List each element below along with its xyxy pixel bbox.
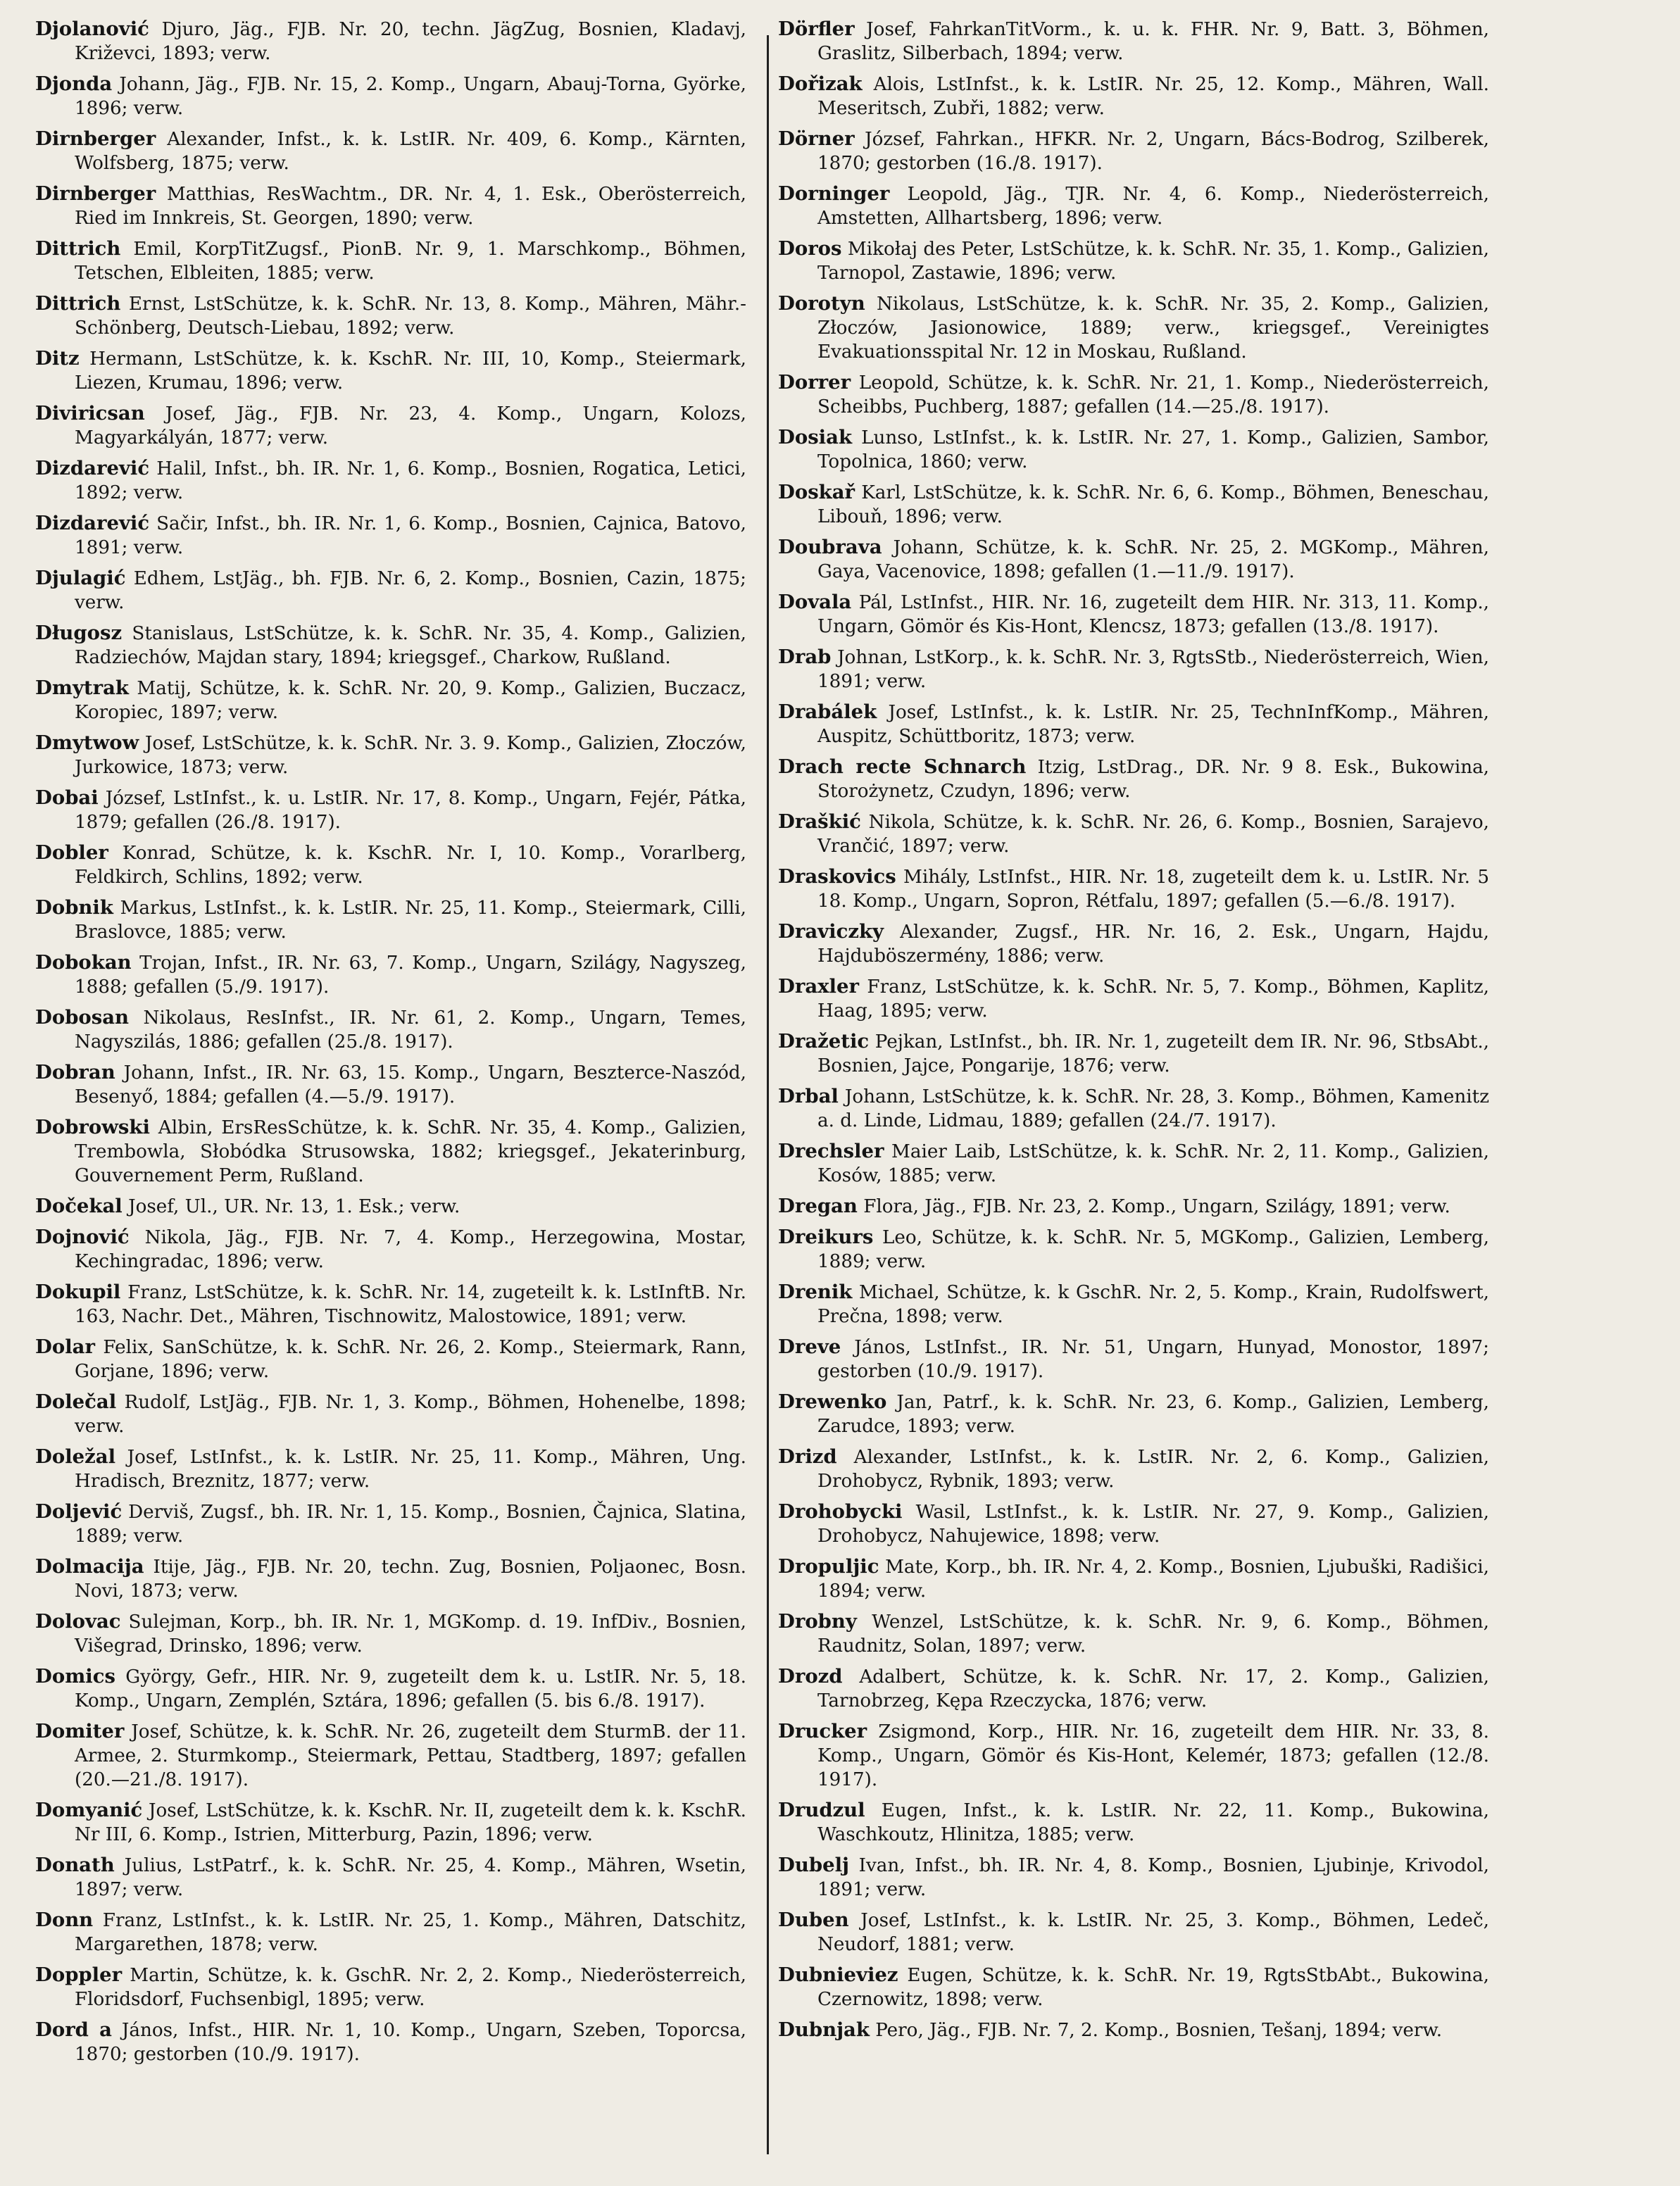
entry-surname: Djolanović [35,18,149,40]
entry-details: Maier Laib, LstSchütze, k. k. SchR. Nr. 2, 11. Komp., Galizien, Kosów, 1885; verw. [817,1141,1489,1187]
list-entry [35,1335,746,1383]
list-entry [778,1963,1489,2011]
entry-surname: Dobosan [35,1006,130,1029]
entry-details: Karl, LstSchütze, k. k. SchR. Nr. 6, 6. Komp., Böhmen, Beneschau, Libouň, 1896; verw. [817,482,1489,528]
list-entry [778,1853,1489,1902]
entry-details: Pero, Jäg., FJB. Nr. 7, 2. Komp., Bosnien, Tešanj, 1894; verw. [869,2020,1443,2042]
entry-surname: Dobran [35,1061,115,1083]
entry-surname: Doros [778,237,842,260]
list-entry [35,1115,746,1188]
list-entry [35,1719,746,1792]
list-entry [35,1963,746,2011]
entry-surname: Długosz [35,622,123,644]
entry-details: Johann, Infst., IR. Nr. 63, 15. Komp., Ungarn, Beszterce-Naszód, Besenyő, 1884; gefallen (4.—5./9. 1917). [75,1062,746,1108]
list-entry [35,237,746,285]
entry-details: Alexander, Infst., k. k. LstIR. Nr. 409, 6. Komp., Kärnten, Wolfsberg, 1875; verw. [75,129,746,175]
entry-surname: Dmytwow [35,731,139,754]
entry-surname: Draxler [778,975,859,998]
entry-surname: Dubnieviez [778,1964,898,1987]
list-entry [778,700,1489,748]
entry-details: Emil, KorpTitZugsf., PionB. Nr. 9, 1. Marschkomp., Böhmen, Tetschen, Elbleiten, 1885; verw. [75,239,746,284]
list-entry [778,1029,1489,1078]
entry-surname: Dreve [778,1336,841,1358]
entry-surname: Dubnjak [778,2018,870,2042]
entry-details: Nikolaus, ResInfst., IR. Nr. 61, 2. Komp., Ungarn, Temes, Nagyszilás, 1886; gefallen (25./8. 1917). [75,1007,746,1053]
list-entry [778,182,1489,230]
entry-details: Sulejman, Korp., bh. IR. Nr. 1, MGKomp. d. 19. InfDiv., Bosnien, Višegrad, Drinsko, 1896; verw. [75,1612,746,1657]
entry-details: Flora, Jäg., FJB. Nr. 23, 2. Komp., Ungarn, Szilágy, 1891; verw. [857,1196,1450,1218]
list-entry [778,72,1489,120]
list-entry [778,974,1489,1023]
entry-details: Sačir, Infst., bh. IR. Nr. 1, 6. Komp., Bosnien, Cajnica, Batovo, 1891; verw. [75,513,746,559]
list-entry [778,1194,1489,1219]
list-entry [35,511,746,560]
entry-surname: Dobler [35,841,108,864]
entry-details: Rudolf, LstJäg., FJB. Nr. 1, 3. Komp., Böhmen, Hohenelbe, 1898; verw. [75,1392,746,1438]
entry-details: Mikołaj des Peter, LstSchütze, k. k. SchR. Nr. 35, 1. Komp., Galizien, Tarnopol, Zastawie, 1896; verw. [817,239,1489,284]
entry-details: Matthias, ResWachtm., DR. Nr. 4, 1. Esk., Oberösterreich, Ried im Innkreis, St. Georgen, 1890; verw. [75,184,746,230]
entry-surname: Dmytrak [35,677,129,699]
entry-surname: Drohobycki [778,1500,903,1523]
list-entry [35,1798,746,1847]
entry-surname: Ditz [35,347,80,370]
list-entry [35,1445,746,1493]
list-entry [35,1908,746,1956]
list-entry [778,1280,1489,1328]
entry-details: Pejkan, LstInfst., bh. IR. Nr. 1, zugeteilt dem IR. Nr. 96, StbsAbt., Bosnien, Jajce, Pongarije, 1876; verw. [817,1031,1489,1077]
list-entry [778,590,1489,639]
list-entry [35,1225,746,1274]
entry-surname: Doskař [778,481,855,504]
entry-details: Jan, Patrf., k. k. SchR. Nr. 23, 6. Komp., Galizien, Lemberg, Zarudce, 1893; verw. [817,1392,1489,1438]
entry-surname: Dolovac [35,1610,121,1633]
list-entry [35,1664,746,1713]
entry-surname: Dorrer [778,371,851,394]
list-entry [778,291,1489,365]
entry-details: Matij, Schütze, k. k. SchR. Nr. 20, 9. Komp., Galizien, Buczacz, Koropiec, 1897; verw. [75,678,746,724]
entry-surname: Doppler [35,1964,123,1987]
entry-details: Nikolaus, LstSchütze, k. k. SchR. Nr. 35, 2. Komp., Galizien, Złoczów, Jasionowice, 1889; verw., kriegsgef., Vereinigtes Evakuationsspital Nr. 12 in Moskau, Rußland. [817,294,1489,363]
entry-surname: Doljević [35,1500,123,1523]
entry-surname: Dirnberger [35,182,156,205]
entry-details: Michael, Schütze, k. k GschR. Nr. 2, 5. Komp., Krain, Rudolfswert, Prečna, 1898; verw. [817,1282,1489,1328]
entry-details: Josef, LstSchütze, k. k. KschR. Nr. II, zugeteilt dem k. k. KschR. Nr III, 6. Komp., Istrien, Mitterburg, Pazin, 1896; verw. [75,1800,746,1846]
entry-details: Josef, FahrkanTitVorm., k. u. k. FHR. Nr. 9, Batt. 3, Böhmen, Graslitz, Silberbach, 1894; verw. [817,19,1489,65]
entry-details: Ernst, LstSchütze, k. k. SchR. Nr. 13, 8. Komp., Mähren, Mähr.-Schönberg, Deutsch-Liebau, 1892; verw. [75,294,746,339]
entry-details: Pál, LstInfst., HIR. Nr. 16, zugeteilt dem HIR. Nr. 313, 11. Komp., Ungarn, Gömör és Kis-Hont, Klencsz, 1873; gefallen (13./8. 1917). [817,592,1489,638]
entry-surname: Drobny [778,1610,857,1633]
entry-details: József, LstInfst., k. u. LstIR. Nr. 17, 8. Komp., Ungarn, Fejér, Pátka, 1879; gefallen (26./8. 1917). [75,788,746,834]
entry-details: Martin, Schütze, k. k. GschR. Nr. 2, 2. Komp., Niederösterreich, Floridsdorf, Fuchsenbigl, 1895; verw. [75,1965,746,2011]
entry-details: Nikola, Jäg., FJB. Nr. 7, 4. Komp., Herzegowina, Mostar, Kechingradac, 1896; verw. [75,1227,746,1273]
entry-details: Johann, Schütze, k. k. SchR. Nr. 25, 2. MGKomp., Mähren, Gaya, Vacenovice, 1898; gefallen (1.—11./9. 1917). [817,537,1489,583]
entry-surname: Doležal [35,1445,116,1468]
entry-details: Alexander, Zugsf., HR. Nr. 16, 2. Esk., Ungarn, Hajdu, Hajduböszermény, 1886; verw. [817,922,1489,967]
list-entry [778,1225,1489,1274]
entry-details: Franz, LstSchütze, k. k. SchR. Nr. 5, 7. Komp., Böhmen, Kaplitz, Haag, 1895; verw. [817,976,1489,1022]
entry-details: Halil, Infst., bh. IR. Nr. 1, 6. Komp., Bosnien, Rogatica, Letici, 1892; verw. [75,458,746,504]
entry-details: Hermann, LstSchütze, k. k. KschR. Nr. III, 10, Komp., Steiermark, Liezen, Krumau, 1896; verw. [75,348,746,394]
list-entry [778,370,1489,419]
entry-details: Derviš, Zugsf., bh. IR. Nr. 1, 15. Komp., Bosnien, Čajnica, Slatina, 1889; verw. [75,1502,746,1547]
entry-details: Adalbert, Schütze, k. k. SchR. Nr. 17, 2. Komp., Galizien, Tarnobrzeg, Kępa Rzeczycka, 1876; verw. [817,1666,1489,1712]
entry-surname: Draskovics [778,865,896,888]
entry-details: Leopold, Schütze, k. k. SchR. Nr. 21, 1. Komp., Niederösterreich, Scheibbs, Puchberg, 1887; gefallen (14.—25./8. 1917). [817,372,1489,418]
list-entry [778,127,1489,175]
entry-surname: Dolar [35,1336,95,1358]
entry-surname: Donn [35,1909,94,1932]
list-entry [35,346,746,395]
entry-surname: Dittrich [35,292,121,315]
entry-surname: Dreikurs [778,1226,874,1248]
entry-details: Julius, LstPatrf., k. k. SchR. Nr. 25, 4. Komp., Mähren, Wsetin, 1897; verw. [75,1855,746,1901]
list-entry [35,676,746,724]
entry-surname: Dobrowski [35,1116,150,1138]
list-entry [778,1335,1489,1383]
list-entry [35,896,746,944]
entry-surname: Dočekal [35,1195,123,1218]
list-entry [35,1609,746,1658]
entry-details: Djuro, Jäg., FJB. Nr. 20, techn. JägZug, Bosnien, Kladavj, Križevci, 1893; verw. [75,19,746,65]
entry-details: Stanislaus, LstSchütze, k. k. SchR. Nr. 35, 4. Komp., Galizien, Radziechów, Majdan stary, 1894; kriegsgef., Charkow, Rußland. [75,623,746,669]
list-entry [35,291,746,340]
entry-details: Markus, LstInfst., k. k. LstIR. Nr. 25, 11. Komp., Steiermark, Cilli, Braslovce, 1885; verw. [75,898,746,943]
list-entry [778,645,1489,693]
list-entry [778,480,1489,529]
entry-details: Albin, ErsResSchütze, k. k. SchR. Nr. 35, 4. Komp., Galizien, Trembowla, Słobódka Strusowska, 1882; kriegsgef., Jekaterinburg, Gouvernement Perm, Rußland. [75,1117,746,1187]
right-column [778,17,1489,2049]
list-entry [778,237,1489,285]
entry-surname: Drechsler [778,1140,884,1163]
list-entry [35,1194,746,1219]
entry-details: Leo, Schütze, k. k. SchR. Nr. 5, MGKomp., Galizien, Lemberg, 1889; verw. [817,1227,1489,1273]
list-entry [35,1853,746,1902]
entry-details: Josef, LstInfst., k. k. LstIR. Nr. 25, 11. Komp., Mähren, Ung. Hradisch, Breznitz, 1877; verw. [75,1447,746,1493]
entry-surname: Dorotyn [778,292,865,315]
entry-surname: Dořizak [778,73,863,95]
entry-surname: Drenik [778,1281,853,1303]
entry-surname: Drozd [778,1665,843,1688]
entry-details: Josef, Schütze, k. k. SchR. Nr. 26, zugeteilt dem SturmB. der 11. Armee, 2. Sturmkomp., Steiermark, Pettau, Stadtberg, 1897; gefallen (20.—21./8. 1917). [75,1721,746,1791]
entry-details: József, Fahrkan., HFKR. Nr. 2, Ungarn, Bács-Bodrog, Szilberek, 1870; gestorben (16./8. 1917). [817,129,1489,175]
entry-surname: Dokupil [35,1281,121,1303]
entry-surname: Dord a [35,2018,112,2042]
entry-details: Johann, Jäg., FJB. Nr. 15, 2. Komp., Ungarn, Abauj-Torna, Györke, 1896; verw. [75,74,746,120]
entry-details: Wasil, LstInfst., k. k. LstIR. Nr. 27, 9. Komp., Galizien, Drohobycz, Nahujewice, 1898; verw. [817,1502,1489,1547]
entry-surname: Drewenko [778,1390,887,1413]
list-entry [778,1554,1489,1603]
list-entry [35,1554,746,1603]
entry-surname: Djonda [35,73,113,95]
entry-surname: Dolečal [35,1390,117,1413]
entry-details: Eugen, Schütze, k. k. SchR. Nr. 19, RgtsStbAbt., Bukowina, Czernowitz, 1898; verw. [817,1965,1489,2011]
entry-surname: Drabálek [778,701,877,724]
list-entry [778,425,1489,474]
entry-details: Konrad, Schütze, k. k. KschR. Nr. I, 10. Komp., Vorarlberg, Feldkirch, Schlins, 1892; verw. [75,843,746,888]
list-entry [778,919,1489,968]
entry-details: Josef, LstInfst., k. k. LstIR. Nr. 25, 3. Komp., Böhmen, Ledeč, Neudorf, 1881; verw. [817,1910,1489,1956]
entry-surname: Dobnik [35,896,113,919]
list-entry [778,1719,1489,1792]
list-entry [778,1908,1489,1956]
entry-details: Mihály, LstInfst., HIR. Nr. 18, zugeteilt dem k. u. LstIR. Nr. 5 18. Komp., Ungarn, Sopron, Rétfalu, 1897; gefallen (5.—6./8. 1917). [817,867,1489,912]
entry-details: Itzig, LstDrag., DR. Nr. 9 8. Esk., Bukowina, Storożynetz, Czudyn, 1896; verw. [817,757,1490,803]
list-entry [35,1005,746,1054]
entry-details: Ivan, Infst., bh. IR. Nr. 4, 8. Komp., Bosnien, Ljubinje, Krivodol, 1891; verw. [817,1855,1489,1901]
entry-surname: Dittrich [35,237,121,260]
entry-surname: Dražetic [778,1030,870,1053]
entry-details: János, Infst., HIR. Nr. 1, 10. Komp., Ungarn, Szeben, Toporcsa, 1870; gestorben (10./9. 1917). [75,2020,746,2066]
list-entry [778,1798,1489,1847]
list-entry [35,182,746,230]
list-entry [778,1664,1489,1713]
entry-surname: Drizd [778,1445,837,1468]
list-entry [35,841,746,889]
entry-details: Josef, Ul., UR. Nr. 13, 1. Esk.; verw. [122,1196,460,1218]
list-entry [35,1060,746,1109]
entry-surname: Dorninger [778,182,890,205]
list-entry [35,456,746,505]
list-entry [35,127,746,175]
list-entry [35,950,746,999]
list-entry [778,865,1489,913]
entry-details: Franz, LstSchütze, k. k. SchR. Nr. 14, zugeteilt k. k. LstInftB. Nr. 163, Nachr. Det., Mähren, Tischnowitz, Malostowice, 1891; verw. [75,1282,746,1328]
entry-details: Johann, LstSchütze, k. k. SchR. Nr. 28, 3. Komp., Böhmen, Kamenitz a. d. Linde, Lidmau, 1889; gefallen (24./7. 1917). [817,1086,1489,1132]
list-entry [35,1390,746,1438]
entry-details: Edhem, LstJäg., bh. FJB. Nr. 6, 2. Komp., Bosnien, Cazin, 1875; verw. [75,568,746,614]
entry-surname: Domyanić [35,1799,143,1822]
entry-details: Zsigmond, Korp., HIR. Nr. 16, zugeteilt dem HIR. Nr. 33, 8. Komp., Ungarn, Gömör és Kis-Hont, Kelemér, 1873; gefallen (12./8. 1917). [817,1721,1489,1791]
entry-surname: Drab [778,646,832,669]
list-entry [778,1445,1489,1493]
list-entry [778,810,1489,858]
left-column [35,17,746,2073]
entry-surname: Dubelj [778,1854,849,1877]
list-entry [35,401,746,450]
list-entry [35,621,746,670]
entry-details: Mate, Korp., bh. IR. Nr. 4, 2. Komp., Bosnien, Ljubuški, Radišici, 1894; verw. [817,1557,1489,1602]
list-entry [778,1500,1489,1548]
entry-surname: Domiter [35,1720,125,1742]
entry-surname: Drach recte Schnarch [778,755,1027,779]
entry-surname: Donath [35,1854,115,1877]
list-entry [35,786,746,834]
entry-surname: Dolmacija [35,1555,144,1578]
list-entry [35,2018,746,2066]
entry-surname: Djulagić [35,567,126,589]
entry-surname: Dörfler [778,18,855,40]
list-entry [778,755,1489,803]
entry-details: Itije, Jäg., FJB. Nr. 20, techn. Zug, Bosnien, Poljaonec, Bosn. Novi, 1873; verw. [75,1557,746,1602]
list-entry [35,731,746,779]
list-entry [778,1084,1489,1133]
entry-details: Nikola, Schütze, k. k. SchR. Nr. 26, 6. Komp., Bosnien, Sarajevo, Vrančić, 1897; verw. [817,812,1489,858]
entry-details: Wenzel, LstSchütze, k. k. SchR. Nr. 9, 6. Komp., Böhmen, Raudnitz, Solan, 1897; verw. [817,1612,1489,1657]
entry-surname: Dropuljic [778,1555,879,1578]
entry-details: János, LstInfst., IR. Nr. 51, Ungarn, Hunyad, Monostor, 1897; gestorben (10./9. 1917). [817,1337,1489,1383]
entry-surname: Dosiak [778,426,852,449]
list-entry [778,17,1489,65]
entry-details: György, Gefr., HIR. Nr. 9, zugeteilt dem k. u. LstIR. Nr. 5, 18. Komp., Ungarn, Zemplén, Sztára, 1896; gefallen (5. bis 6./8. 1917). [75,1666,746,1712]
entry-details: Felix, SanSchütze, k. k. SchR. Nr. 26, 2. Komp., Steiermark, Rann, Gorjane, 1896; verw. [75,1337,746,1383]
entry-surname: Dregan [778,1195,858,1218]
list-entry [35,566,746,615]
list-entry [778,1390,1489,1438]
entry-surname: Drucker [778,1720,867,1742]
entry-details: Alexander, LstInfst., k. k. LstIR. Nr. 2, 6. Komp., Galizien, Drohobycz, Rybnik, 1893; verw. [817,1447,1489,1493]
entry-details: Eugen, Infst., k. k. LstIR. Nr. 22, 11. Komp., Bukowina, Waschkoutz, Hlinitza, 1885; verw. [817,1800,1489,1846]
entry-surname: Drbal [778,1085,839,1108]
entry-surname: Dovala [778,591,852,614]
entry-details: Trojan, Infst., IR. Nr. 63, 7. Komp., Ungarn, Szilágy, Nagyszeg, 1888; gefallen (5./9. 1917). [75,953,746,998]
entry-surname: Dizdarević [35,457,150,479]
entry-surname: Dobokan [35,951,132,974]
list-entry [35,17,746,65]
entry-surname: Doubrava [778,536,882,559]
entry-surname: Dojnović [35,1226,130,1248]
entry-surname: Duben [778,1909,849,1932]
entry-surname: Dizdarević [35,512,150,534]
column-divider [767,35,769,2154]
list-entry [35,72,746,120]
entry-details: Josef, LstSchütze, k. k. SchR. Nr. 3. 9. Komp., Galizien, Złoczów, Jurkowice, 1873; verw. [75,733,746,779]
entry-surname: Drudzul [778,1799,865,1822]
entry-details: Franz, LstInfst., k. k. LstIR. Nr. 25, 1. Komp., Mähren, Datschitz, Margarethen, 1878; verw. [75,1910,746,1956]
entry-surname: Draviczky [778,920,884,943]
entry-details: Leopold, Jäg., TJR. Nr. 4, 6. Komp., Niederösterreich, Amstetten, Allhartsberg, 1896; verw. [817,184,1489,230]
entry-surname: Dörner [778,127,855,150]
entry-details: Johnan, LstKorp., k. k. SchR. Nr. 3, RgtsStb., Niederösterreich, Wien, 1891; verw. [817,647,1489,693]
entry-details: Lunso, LstInfst., k. k. LstIR. Nr. 27, 1. Komp., Galizien, Sambor, Topolnica, 1860; verw. [817,427,1489,473]
entry-surname: Dirnberger [35,127,156,150]
list-entry [35,1500,746,1548]
entry-details: Josef, LstInfst., k. k. LstIR. Nr. 25, TechnInfKomp., Mähren, Auspitz, Schüttboritz, 1873; verw. [817,702,1489,748]
list-entry [778,2018,1489,2042]
entry-surname: Dobai [35,786,99,809]
list-entry [778,1139,1489,1188]
list-entry [778,535,1489,584]
list-entry [35,1280,746,1328]
list-entry [778,1609,1489,1658]
entry-details: Josef, Jäg., FJB. Nr. 23, 4. Komp., Ungarn, Kolozs, Magyarkályán, 1877; verw. [75,403,746,449]
entry-surname: Diviricsan [35,402,145,425]
entry-surname: Domics [35,1665,115,1688]
entry-surname: Draškić [778,810,861,834]
entry-details: Alois, LstInfst., k. k. LstIR. Nr. 25, 12. Komp., Mähren, Wall. Meseritsch, Zubři, 1882; verw. [817,74,1489,120]
